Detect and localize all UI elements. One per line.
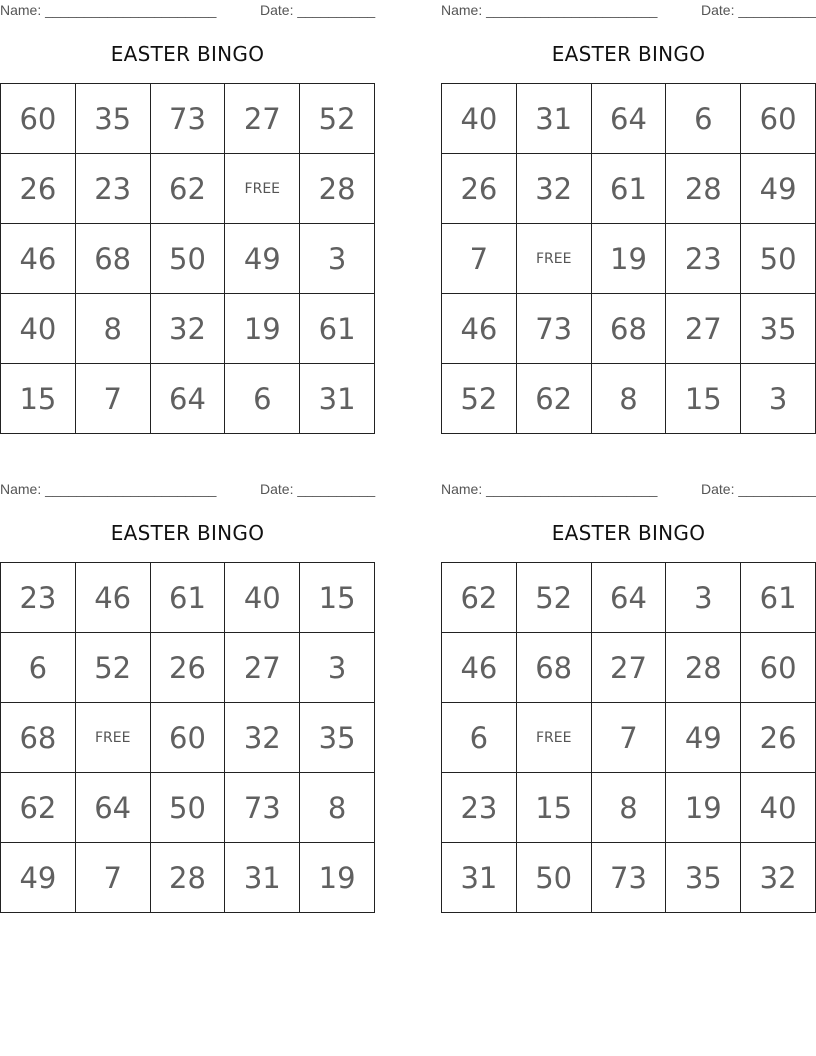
- bingo-number-cell: 27: [591, 633, 666, 703]
- bingo-number-cell: 7: [591, 703, 666, 773]
- bingo-number-cell: 8: [75, 294, 150, 364]
- bingo-number-cell: 50: [150, 224, 225, 294]
- bingo-number-cell: 15: [516, 773, 591, 843]
- bingo-number-cell: 27: [225, 84, 300, 154]
- bingo-number-cell: 19: [225, 294, 300, 364]
- bingo-number-cell: 52: [75, 633, 150, 703]
- bingo-number-cell: 62: [442, 563, 517, 633]
- bingo-number-cell: 6: [1, 633, 76, 703]
- free-space-cell: FREE: [75, 703, 150, 773]
- bingo-grid: [441, 562, 816, 913]
- bingo-number-cell: 61: [591, 154, 666, 224]
- bingo-number-cell: 73: [591, 843, 666, 913]
- bingo-number-cell: 35: [300, 703, 375, 773]
- bingo-row: [442, 84, 816, 154]
- bingo-number-cell: 61: [150, 563, 225, 633]
- bingo-row: [1, 84, 375, 154]
- bingo-number-cell: 28: [666, 633, 741, 703]
- bingo-number-cell: 60: [150, 703, 225, 773]
- bingo-row: [442, 364, 816, 434]
- bingo-number-cell: 3: [741, 364, 816, 434]
- bingo-number-cell: 49: [741, 154, 816, 224]
- bingo-number-cell: 64: [591, 563, 666, 633]
- bingo-number-cell: 8: [591, 364, 666, 434]
- bingo-row: [442, 703, 816, 773]
- bingo-number-cell: 3: [666, 563, 741, 633]
- date-field-label: Date: __________: [701, 481, 816, 497]
- bingo-row: [1, 154, 375, 224]
- bingo-row: [1, 633, 375, 703]
- name-field-label: Name: ______________________: [0, 2, 217, 18]
- bingo-number-cell: 64: [591, 84, 666, 154]
- bingo-row: [1, 563, 375, 633]
- bingo-number-cell: 8: [591, 773, 666, 843]
- name-field-label: Name: ______________________: [441, 481, 658, 497]
- bingo-number-cell: 68: [591, 294, 666, 364]
- bingo-number-cell: 50: [150, 773, 225, 843]
- bingo-number-cell: 32: [741, 843, 816, 913]
- bingo-number-cell: 7: [75, 364, 150, 434]
- bingo-number-cell: 49: [225, 224, 300, 294]
- bingo-grid: [441, 83, 816, 434]
- bingo-number-cell: 60: [741, 84, 816, 154]
- bingo-number-cell: 46: [442, 294, 517, 364]
- bingo-row: [1, 224, 375, 294]
- bingo-row: [1, 703, 375, 773]
- bingo-number-cell: 15: [666, 364, 741, 434]
- bingo-number-cell: 27: [666, 294, 741, 364]
- bingo-number-cell: 73: [150, 84, 225, 154]
- bingo-number-cell: 35: [75, 84, 150, 154]
- bingo-number-cell: 49: [666, 703, 741, 773]
- bingo-grid: [0, 83, 375, 434]
- name-field-label: Name: ______________________: [441, 2, 658, 18]
- bingo-row: [442, 154, 816, 224]
- bingo-number-cell: 31: [300, 364, 375, 434]
- bingo-number-cell: 52: [442, 364, 517, 434]
- bingo-row: [442, 563, 816, 633]
- bingo-row: [1, 294, 375, 364]
- card-title: EASTER BINGO: [551, 521, 706, 545]
- card-header: [0, 2, 375, 18]
- bingo-row: [1, 364, 375, 434]
- bingo-number-cell: 6: [442, 703, 517, 773]
- bingo-number-cell: 64: [150, 364, 225, 434]
- bingo-number-cell: 26: [1, 154, 76, 224]
- bingo-number-cell: 23: [666, 224, 741, 294]
- bingo-number-cell: 23: [442, 773, 517, 843]
- bingo-number-cell: 32: [516, 154, 591, 224]
- bingo-number-cell: 46: [1, 224, 76, 294]
- card-title: EASTER BINGO: [110, 521, 265, 545]
- bingo-row: [442, 773, 816, 843]
- bingo-number-cell: 19: [300, 843, 375, 913]
- bingo-row: [442, 633, 816, 703]
- bingo-number-cell: 62: [516, 364, 591, 434]
- bingo-number-cell: 62: [150, 154, 225, 224]
- date-field-label: Date: __________: [701, 2, 816, 18]
- bingo-number-cell: 40: [741, 773, 816, 843]
- bingo-number-cell: 32: [225, 703, 300, 773]
- free-space-cell: FREE: [225, 154, 300, 224]
- bingo-number-cell: 31: [442, 843, 517, 913]
- bingo-row: [442, 843, 816, 913]
- bingo-number-cell: 7: [442, 224, 517, 294]
- card-title: EASTER BINGO: [110, 42, 265, 66]
- bingo-number-cell: 73: [225, 773, 300, 843]
- bingo-number-cell: 26: [741, 703, 816, 773]
- bingo-number-cell: 40: [442, 84, 517, 154]
- bingo-number-cell: 15: [300, 563, 375, 633]
- bingo-number-cell: 40: [1, 294, 76, 364]
- bingo-number-cell: 46: [75, 563, 150, 633]
- bingo-number-cell: 28: [150, 843, 225, 913]
- name-field-label: Name: ______________________: [0, 481, 217, 497]
- bingo-number-cell: 26: [150, 633, 225, 703]
- bingo-number-cell: 6: [225, 364, 300, 434]
- date-field-label: Date: __________: [260, 2, 376, 18]
- bingo-number-cell: 23: [75, 154, 150, 224]
- bingo-number-cell: 50: [516, 843, 591, 913]
- bingo-grid: [0, 562, 375, 913]
- bingo-number-cell: 52: [516, 563, 591, 633]
- bingo-number-cell: 8: [300, 773, 375, 843]
- card-header: [441, 481, 816, 497]
- bingo-number-cell: 28: [300, 154, 375, 224]
- bingo-row: [1, 843, 375, 913]
- bingo-number-cell: 28: [666, 154, 741, 224]
- card-header: [0, 481, 375, 497]
- bingo-number-cell: 3: [300, 633, 375, 703]
- bingo-number-cell: 3: [300, 224, 375, 294]
- bingo-number-cell: 60: [1, 84, 76, 154]
- card-header: [441, 2, 816, 18]
- card-title: EASTER BINGO: [551, 42, 706, 66]
- bingo-number-cell: 61: [741, 563, 816, 633]
- bingo-number-cell: 32: [150, 294, 225, 364]
- bingo-number-cell: 61: [300, 294, 375, 364]
- bingo-number-cell: 68: [1, 703, 76, 773]
- bingo-number-cell: 35: [666, 843, 741, 913]
- bingo-number-cell: 73: [516, 294, 591, 364]
- free-space-cell: FREE: [516, 224, 591, 294]
- free-space-cell: FREE: [516, 703, 591, 773]
- bingo-number-cell: 6: [666, 84, 741, 154]
- bingo-number-cell: 52: [300, 84, 375, 154]
- date-field-label: Date: __________: [260, 481, 376, 497]
- bingo-number-cell: 15: [1, 364, 76, 434]
- bingo-number-cell: 62: [1, 773, 76, 843]
- bingo-number-cell: 27: [225, 633, 300, 703]
- bingo-number-cell: 35: [741, 294, 816, 364]
- bingo-number-cell: 23: [1, 563, 76, 633]
- bingo-number-cell: 40: [225, 563, 300, 633]
- bingo-row: [442, 294, 816, 364]
- bingo-number-cell: 19: [666, 773, 741, 843]
- bingo-number-cell: 31: [516, 84, 591, 154]
- bingo-number-cell: 46: [442, 633, 517, 703]
- bingo-number-cell: 68: [516, 633, 591, 703]
- bingo-number-cell: 49: [1, 843, 76, 913]
- bingo-row: [1, 773, 375, 843]
- bingo-row: [442, 224, 816, 294]
- bingo-number-cell: 19: [591, 224, 666, 294]
- bingo-number-cell: 7: [75, 843, 150, 913]
- bingo-number-cell: 60: [741, 633, 816, 703]
- bingo-number-cell: 31: [225, 843, 300, 913]
- bingo-number-cell: 50: [741, 224, 816, 294]
- bingo-number-cell: 64: [75, 773, 150, 843]
- bingo-number-cell: 68: [75, 224, 150, 294]
- bingo-number-cell: 26: [442, 154, 517, 224]
